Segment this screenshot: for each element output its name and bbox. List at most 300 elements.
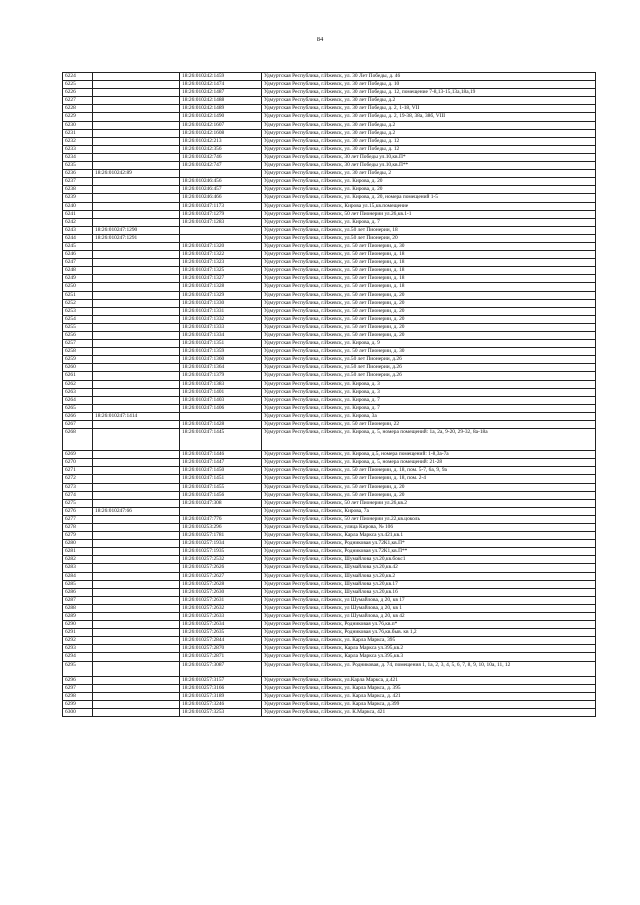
row-number-cell: 6236 bbox=[63, 170, 93, 178]
building-cadastral-number-cell: 18:26:010257:2628 bbox=[180, 580, 262, 588]
land-cadastral-number-cell bbox=[93, 129, 180, 137]
table-row bbox=[63, 315, 596, 323]
building-cadastral-number-cell: 18:26:010242:1490 bbox=[180, 113, 262, 121]
land-cadastral-number-cell bbox=[93, 475, 180, 483]
row-number-cell: 6271 bbox=[63, 467, 93, 475]
table-row bbox=[63, 178, 596, 186]
building-cadastral-number-cell: 18:26:010257:2631 bbox=[180, 596, 262, 604]
row-number-cell: 6229 bbox=[63, 113, 93, 121]
table-row bbox=[63, 323, 596, 331]
table-row bbox=[63, 202, 596, 210]
building-cadastral-number-cell: 18:26:010257:3189 bbox=[180, 692, 262, 700]
table-row bbox=[63, 684, 596, 692]
address-cell: Удмуртская Республика, г.Ижевск, 50 лет Пионерии ул.26,кв.1-1 bbox=[262, 210, 596, 218]
land-cadastral-number-cell bbox=[93, 596, 180, 604]
row-number-cell: 6247 bbox=[63, 259, 93, 267]
table-row bbox=[63, 637, 596, 645]
land-cadastral-number-cell bbox=[93, 202, 180, 210]
land-cadastral-number-cell bbox=[93, 491, 180, 499]
row-number-cell: 6252 bbox=[63, 299, 93, 307]
table-row bbox=[63, 113, 596, 121]
row-number-cell: 6246 bbox=[63, 251, 93, 259]
address-cell: Удмуртская Республика, г.Ижевск, ул. Кирова, д. 3 bbox=[262, 380, 596, 388]
row-number-cell: 6256 bbox=[63, 332, 93, 340]
table-row bbox=[63, 499, 596, 507]
table-row bbox=[63, 242, 596, 250]
address-cell: Удмуртская Республика, г.Ижевск, ул. 30 лет Победы, д. 2, 19-38, 38а, 38б, VIII bbox=[262, 113, 596, 121]
address-cell: Удмуртская Республика, г.Ижевск, ул. 50 лет Пионерии, д. 18 bbox=[262, 251, 596, 259]
row-number-cell: 6290 bbox=[63, 621, 93, 629]
row-number-cell: 6283 bbox=[63, 564, 93, 572]
building-cadastral-number-cell: 18:26:010247:1327 bbox=[180, 275, 262, 283]
land-cadastral-number-cell bbox=[93, 186, 180, 194]
address-cell: Удмуртская Республика, г.Ижевск, ул. 50 лет Пионерии, д. 18 bbox=[262, 267, 596, 275]
land-cadastral-number-cell bbox=[93, 580, 180, 588]
building-cadastral-number-cell bbox=[180, 234, 262, 242]
row-number-cell: 6263 bbox=[63, 388, 93, 396]
row-number-cell: 6299 bbox=[63, 700, 93, 708]
building-cadastral-number-cell bbox=[180, 412, 262, 420]
table-row bbox=[63, 332, 596, 340]
building-cadastral-number-cell: 18:26:010242:1474 bbox=[180, 81, 262, 89]
address-cell: Удмуртская Республика, г.Ижевск, ул. Кирова, д. 7 bbox=[262, 404, 596, 412]
row-number-cell: 6278 bbox=[63, 523, 93, 531]
address-cell: Удмуртская Республика, г.Ижевск, ул. 50 лет Пионерии, д. 18, пом. 5-7, 6а, 9, 9а bbox=[262, 467, 596, 475]
row-number-cell: 6261 bbox=[63, 372, 93, 380]
table-row bbox=[63, 73, 596, 81]
building-cadastral-number-cell: 18:26:010242:213 bbox=[180, 137, 262, 145]
row-number-cell: 6293 bbox=[63, 645, 93, 653]
table-row bbox=[63, 475, 596, 483]
row-number-cell: 6286 bbox=[63, 588, 93, 596]
land-cadastral-number-cell bbox=[93, 532, 180, 540]
table-row bbox=[63, 604, 596, 612]
table-row bbox=[63, 491, 596, 499]
building-cadastral-number-cell: 18:26:010247:1446 bbox=[180, 451, 262, 459]
table-row bbox=[63, 572, 596, 580]
land-cadastral-number-cell bbox=[93, 210, 180, 218]
table-row bbox=[63, 194, 596, 202]
table-row bbox=[63, 186, 596, 194]
table-row bbox=[63, 170, 596, 178]
land-cadastral-number-cell: 18:26:010242:89 bbox=[93, 170, 180, 178]
address-cell: Удмуртская Республика, г.Ижевск, ул. 50 лет Пионерии, д. 18 bbox=[262, 275, 596, 283]
table-row bbox=[63, 372, 596, 380]
row-number-cell: 6227 bbox=[63, 97, 93, 105]
land-cadastral-number-cell bbox=[93, 540, 180, 548]
row-number-cell: 6269 bbox=[63, 451, 93, 459]
row-number-cell: 6253 bbox=[63, 307, 93, 315]
land-cadastral-number-cell bbox=[93, 604, 180, 612]
land-cadastral-number-cell bbox=[93, 372, 180, 380]
table-row bbox=[63, 621, 596, 629]
building-cadastral-number-cell: 18:26:010247:1173 bbox=[180, 202, 262, 210]
land-cadastral-number-cell bbox=[93, 708, 180, 716]
address-cell: Удмуртская Республика, г.Ижевск, ул. 30 лет Победы, д.2 bbox=[262, 97, 596, 105]
building-cadastral-number-cell: 18:26:010242:356 bbox=[180, 145, 262, 153]
land-cadastral-number-cell bbox=[93, 380, 180, 388]
land-cadastral-number-cell bbox=[93, 89, 180, 97]
building-cadastral-number-cell: 18:26:010247:1334 bbox=[180, 332, 262, 340]
building-cadastral-number-cell: 18:26:010247:1403 bbox=[180, 396, 262, 404]
row-number-cell: 6226 bbox=[63, 89, 93, 97]
address-cell: Удмуртская Республика, г.Ижевск, 50 лет Пионерии ул.22,кв.цоколь bbox=[262, 515, 596, 523]
table-row bbox=[63, 451, 596, 459]
address-cell: Удмуртская Республика, г.Ижевск, Шумайлова ул.20,кв.16 bbox=[262, 588, 596, 596]
land-cadastral-number-cell bbox=[93, 137, 180, 145]
address-cell: Удмуртская Республика, г.Ижевск, Шумайлова ул.20,кв.2 bbox=[262, 572, 596, 580]
address-cell: Удмуртская Республика, г.Ижевск, ул. К.Маркса, 421 bbox=[262, 708, 596, 716]
table-row bbox=[63, 283, 596, 291]
row-number-cell: 6264 bbox=[63, 396, 93, 404]
table-row bbox=[63, 596, 596, 604]
row-number-cell: 6235 bbox=[63, 162, 93, 170]
row-number-cell: 6265 bbox=[63, 404, 93, 412]
building-cadastral-number-cell: 18:26:010257:1934 bbox=[180, 540, 262, 548]
row-number-cell: 6254 bbox=[63, 315, 93, 323]
land-cadastral-number-cell: 18:26:010247:1290 bbox=[93, 226, 180, 234]
land-cadastral-number-cell bbox=[93, 588, 180, 596]
address-cell: Удмуртская Республика, г.Ижевск, Шумайлова ул.20,кв.17 bbox=[262, 580, 596, 588]
address-cell: Удмуртская Республика, г.Ижевск, ул. 50 лет Пионерии, д. 18 bbox=[262, 259, 596, 267]
row-number-cell: 6243 bbox=[63, 226, 93, 234]
table-row bbox=[63, 421, 596, 429]
row-number-cell: 6249 bbox=[63, 275, 93, 283]
row-number-cell: 6239 bbox=[63, 194, 93, 202]
address-cell: Удмуртская Республика, г.Ижевск, ул. 30 лет Победы, д. 2, 1-18, VII bbox=[262, 105, 596, 113]
row-number-cell: 6284 bbox=[63, 572, 93, 580]
row-number-cell: 6224 bbox=[63, 73, 93, 81]
building-cadastral-number-cell: 18:26:010247:1330 bbox=[180, 299, 262, 307]
building-cadastral-number-cell: 18:26:010257:3157 bbox=[180, 676, 262, 684]
building-cadastral-number-cell: 18:26:010247:1351 bbox=[180, 340, 262, 348]
address-cell: Удмуртская Республика, г.Ижевск, 30 лет Победы ул.10,кв.П** bbox=[262, 162, 596, 170]
land-cadastral-number-cell bbox=[93, 323, 180, 331]
address-cell: Удмуртская Республика, г.Ижевск, Карла Маркса ул.395,кв.2 bbox=[262, 645, 596, 653]
row-number-cell: 6274 bbox=[63, 491, 93, 499]
building-cadastral-number-cell: 18:26:010247:1331 bbox=[180, 307, 262, 315]
building-cadastral-number-cell: 18:26:010257:3087 bbox=[180, 661, 262, 676]
row-number-cell: 6272 bbox=[63, 475, 93, 483]
building-cadastral-number-cell: 18:26:010247:1325 bbox=[180, 267, 262, 275]
table-row bbox=[63, 97, 596, 105]
row-number-cell: 6300 bbox=[63, 708, 93, 716]
building-cadastral-number-cell: 18:26:010247:1329 bbox=[180, 291, 262, 299]
table-row bbox=[63, 708, 596, 716]
land-cadastral-number-cell bbox=[93, 388, 180, 396]
table-row bbox=[63, 564, 596, 572]
row-number-cell: 6270 bbox=[63, 459, 93, 467]
address-cell: Удмуртская Республика, г.Ижевск, ул. 50 лет Пионерии, д. 20 bbox=[262, 332, 596, 340]
row-number-cell: 6245 bbox=[63, 242, 93, 250]
row-number-cell: 6257 bbox=[63, 340, 93, 348]
address-cell: Удмуртская Республика, г.Ижевск, ул Шумайлова, д 20, кв 42 bbox=[262, 613, 596, 621]
land-cadastral-number-cell bbox=[93, 194, 180, 202]
row-number-cell: 6287 bbox=[63, 596, 93, 604]
address-cell: Удмуртская Республика, г.Ижевск, Шумайлова ул.20,кв.42 bbox=[262, 564, 596, 572]
row-number-cell: 6273 bbox=[63, 483, 93, 491]
address-cell: Удмуртская Республика, г.Ижевск, ул. Карла Маркса, д. 395 bbox=[262, 684, 596, 692]
table-row bbox=[63, 129, 596, 137]
land-cadastral-number-cell bbox=[93, 613, 180, 621]
row-number-cell: 6276 bbox=[63, 507, 93, 515]
row-number-cell: 6234 bbox=[63, 153, 93, 161]
land-cadastral-number-cell bbox=[93, 348, 180, 356]
address-cell: Удмуртская Республика, г.Ижевск, ул. 30 лет Победы, д. 12 bbox=[262, 137, 596, 145]
table-row bbox=[63, 251, 596, 259]
building-cadastral-number-cell: 18:26:010247:1328 bbox=[180, 283, 262, 291]
row-number-cell: 6281 bbox=[63, 548, 93, 556]
building-cadastral-number-cell: 18:26:010247:1456 bbox=[180, 491, 262, 499]
land-cadastral-number-cell bbox=[93, 429, 180, 451]
row-number-cell: 6240 bbox=[63, 202, 93, 210]
land-cadastral-number-cell bbox=[93, 81, 180, 89]
address-cell: Удмуртская Республика, г.Ижевск, ул.Карла Маркса, д.421 bbox=[262, 676, 596, 684]
land-cadastral-number-cell bbox=[93, 291, 180, 299]
land-cadastral-number-cell bbox=[93, 564, 180, 572]
building-cadastral-number-cell: 18:26:010246:457 bbox=[180, 186, 262, 194]
row-number-cell: 6242 bbox=[63, 218, 93, 226]
land-cadastral-number-cell bbox=[93, 404, 180, 412]
address-cell: Удмуртская Республика, г.Ижевск, ул. Кирова, д.5, номера помещений: 1-8,3а-7а bbox=[262, 451, 596, 459]
table-row bbox=[63, 348, 596, 356]
land-cadastral-number-cell bbox=[93, 653, 180, 661]
building-cadastral-number-cell: 18:26:010246:456 bbox=[180, 178, 262, 186]
table-row bbox=[63, 275, 596, 283]
table-row bbox=[63, 340, 596, 348]
land-cadastral-number-cell bbox=[93, 572, 180, 580]
building-cadastral-number-cell: 18:26:010257:2632 bbox=[180, 604, 262, 612]
address-cell: Удмуртская Республика, г.Ижевск, ул. Кирова, д. 20 bbox=[262, 186, 596, 194]
land-cadastral-number-cell bbox=[93, 97, 180, 105]
land-cadastral-number-cell bbox=[93, 676, 180, 684]
address-cell: Удмуртская Республика, г.Ижевск, ул.50 лет Пионерии, д.26 bbox=[262, 356, 596, 364]
table-row bbox=[63, 137, 596, 145]
address-cell: Удмуртская Республика, г.Ижевск, ул. 30 лет Победы, 2 bbox=[262, 170, 596, 178]
page-number: 84 bbox=[316, 36, 324, 43]
land-cadastral-number-cell: 18:26:010247:1414 bbox=[93, 412, 180, 420]
building-cadastral-number-cell: 18:26:010247:1379 bbox=[180, 372, 262, 380]
building-cadastral-number-cell: 18:26:010247:1401 bbox=[180, 388, 262, 396]
row-number-cell: 6251 bbox=[63, 291, 93, 299]
address-cell: Удмуртская Республика, г.Ижевск, ул. 50 лет Пионерии, д. 20 bbox=[262, 299, 596, 307]
land-cadastral-number-cell bbox=[93, 153, 180, 161]
table-row bbox=[63, 429, 596, 451]
row-number-cell: 6285 bbox=[63, 580, 93, 588]
building-cadastral-number-cell: 18:26:010242:1489 bbox=[180, 105, 262, 113]
address-cell: Удмуртская Республика, г.Ижевск, ул. Кирова, д. 7 bbox=[262, 396, 596, 404]
address-cell: Удмуртская Республика, г.Ижевск, ул. Родниковая, д. 74, помещения 1, 1а, 2, 3, 4, 5, 6, 7, 8, 9, 10, 10а, 11, 12 bbox=[262, 661, 596, 676]
land-cadastral-number-cell bbox=[93, 218, 180, 226]
address-cell: Удмуртская Республика, г.Ижевск, Родниковая ул.76,кв.быв. кв 1,2 bbox=[262, 629, 596, 637]
land-cadastral-number-cell bbox=[93, 283, 180, 291]
land-cadastral-number-cell bbox=[93, 340, 180, 348]
address-cell: Удмуртская Республика, г.Ижевск, ул. 50 лет Пионерии, д. 20 bbox=[262, 307, 596, 315]
address-cell: Удмуртская Республика, г.Ижевск, ул. 50 лет Пионерии, д. 20 bbox=[262, 491, 596, 499]
table-row bbox=[63, 532, 596, 540]
table-row bbox=[63, 145, 596, 153]
building-cadastral-number-cell: 18:26:010257:2627 bbox=[180, 572, 262, 580]
land-cadastral-number-cell bbox=[93, 661, 180, 676]
address-cell: Удмуртская Республика, г.Ижевск, улица Кирова, № 106 bbox=[262, 523, 596, 531]
land-cadastral-number-cell bbox=[93, 692, 180, 700]
building-cadastral-number-cell: 18:26:010257:3166 bbox=[180, 684, 262, 692]
land-cadastral-number-cell bbox=[93, 548, 180, 556]
registry-table-body bbox=[63, 73, 596, 717]
building-cadastral-number-cell: 18:26:010253:296 bbox=[180, 523, 262, 531]
row-number-cell: 6280 bbox=[63, 540, 93, 548]
land-cadastral-number-cell: 18:26:010247:1291 bbox=[93, 234, 180, 242]
land-cadastral-number-cell bbox=[93, 421, 180, 429]
address-cell: Удмуртская Республика, г.Ижевск, Родниковая ул.72К1,кв.П* bbox=[262, 540, 596, 548]
table-row bbox=[63, 162, 596, 170]
row-number-cell: 6255 bbox=[63, 323, 93, 331]
row-number-cell: 6233 bbox=[63, 145, 93, 153]
land-cadastral-number-cell bbox=[93, 629, 180, 637]
building-cadastral-number-cell: 18:26:010247:776 bbox=[180, 515, 262, 523]
land-cadastral-number-cell bbox=[93, 356, 180, 364]
table-row bbox=[63, 291, 596, 299]
building-cadastral-number-cell: 18:26:010257:2630 bbox=[180, 588, 262, 596]
address-cell: Удмуртская Республика, г.Ижевск, ул Шумайлова, д 20, кв 1 bbox=[262, 604, 596, 612]
land-cadastral-number-cell bbox=[93, 700, 180, 708]
row-number-cell: 6292 bbox=[63, 637, 93, 645]
building-cadastral-number-cell: 18:26:010247:1323 bbox=[180, 259, 262, 267]
address-cell: Удмуртская Республика, г.Ижевск, ул. 50 лет Пионерии, д. 30 bbox=[262, 348, 596, 356]
building-cadastral-number-cell: 18:26:010247:1406 bbox=[180, 404, 262, 412]
land-cadastral-number-cell bbox=[93, 162, 180, 170]
land-cadastral-number-cell bbox=[93, 299, 180, 307]
land-cadastral-number-cell bbox=[93, 242, 180, 250]
table-row bbox=[63, 645, 596, 653]
land-cadastral-number-cell bbox=[93, 556, 180, 564]
table-row bbox=[63, 404, 596, 412]
address-cell: Удмуртская Республика, г.Ижевск, ул. Кирова, д. 3 bbox=[262, 388, 596, 396]
land-cadastral-number-cell bbox=[93, 267, 180, 275]
table-row bbox=[63, 515, 596, 523]
table-row bbox=[63, 380, 596, 388]
land-cadastral-number-cell bbox=[93, 332, 180, 340]
land-cadastral-number-cell bbox=[93, 307, 180, 315]
row-number-cell: 6279 bbox=[63, 532, 93, 540]
land-cadastral-number-cell bbox=[93, 621, 180, 629]
address-cell: Удмуртская Республика, г.Ижевск, ул.50 лет Пионерии, д.26 bbox=[262, 364, 596, 372]
building-cadastral-number-cell: 18:26:010242:1488 bbox=[180, 97, 262, 105]
land-cadastral-number-cell bbox=[93, 684, 180, 692]
building-cadastral-number-cell: 18:26:010247:1451 bbox=[180, 475, 262, 483]
table-row bbox=[63, 459, 596, 467]
address-cell: Удмуртская Республика, г.Ижевск, Кирова ул.15,кв.помещение bbox=[262, 202, 596, 210]
row-number-cell: 6232 bbox=[63, 137, 93, 145]
table-row bbox=[63, 556, 596, 564]
building-cadastral-number-cell: 18:26:010257:1781 bbox=[180, 532, 262, 540]
address-cell: Удмуртская Республика, г.Ижевск, Кирова, 7а bbox=[262, 507, 596, 515]
building-cadastral-number-cell: 18:26:010257:2633 bbox=[180, 613, 262, 621]
building-cadastral-number-cell: 18:26:010246:466 bbox=[180, 194, 262, 202]
land-cadastral-number-cell bbox=[93, 259, 180, 267]
land-cadastral-number-cell bbox=[93, 523, 180, 531]
building-cadastral-number-cell: 18:26:010247:1428 bbox=[180, 421, 262, 429]
row-number-cell: 6244 bbox=[63, 234, 93, 242]
land-cadastral-number-cell bbox=[93, 645, 180, 653]
address-cell: Удмуртская Республика, г.Ижевск, ул. Кирова, д. 5, номера помещений: 21-28 bbox=[262, 459, 596, 467]
table-row bbox=[63, 396, 596, 404]
address-cell: Удмуртская Республика, г.Ижевск, ул. 50 лет Пионерии, 22 bbox=[262, 421, 596, 429]
address-cell: Удмуртская Республика, г.Ижевск, ул. 50 лет Пионерии, д. 20 bbox=[262, 483, 596, 491]
row-number-cell: 6291 bbox=[63, 629, 93, 637]
building-cadastral-number-cell: 18:26:010257:2844 bbox=[180, 637, 262, 645]
table-row bbox=[63, 523, 596, 531]
land-cadastral-number-cell bbox=[93, 73, 180, 81]
row-number-cell: 6277 bbox=[63, 515, 93, 523]
building-cadastral-number-cell: 18:26:010247:1359 bbox=[180, 348, 262, 356]
row-number-cell: 6250 bbox=[63, 283, 93, 291]
land-cadastral-number-cell bbox=[93, 251, 180, 259]
building-cadastral-number-cell: 18:26:010247:1360 bbox=[180, 356, 262, 364]
building-cadastral-number-cell: 18:26:010257:2626 bbox=[180, 564, 262, 572]
land-cadastral-number-cell bbox=[93, 105, 180, 113]
land-cadastral-number-cell bbox=[93, 178, 180, 186]
row-number-cell: 6241 bbox=[63, 210, 93, 218]
address-cell: Удмуртская Республика, г.Ижевск, ул. 50 лет Пионерии, д. 20 bbox=[262, 291, 596, 299]
land-cadastral-number-cell bbox=[93, 364, 180, 372]
address-cell: Удмуртская Республика, г.Ижевск, ул. 50 лет Пионерии, д. 20 bbox=[262, 315, 596, 323]
address-cell: Удмуртская Республика, г.Ижевск, ул. Карла Маркса, д.399 bbox=[262, 700, 596, 708]
building-cadastral-number-cell: 18:26:010257:2634 bbox=[180, 621, 262, 629]
address-cell: Удмуртская Республика, г.Ижевск, ул. 50 лет Пионерии, д. 18, пом. 2-4 bbox=[262, 475, 596, 483]
building-cadastral-number-cell bbox=[180, 507, 262, 515]
table-row bbox=[63, 548, 596, 556]
table-row bbox=[63, 105, 596, 113]
row-number-cell: 6259 bbox=[63, 356, 93, 364]
address-cell: Удмуртская Республика, г.Ижевск, ул.50 лет Пионерии, 18 bbox=[262, 226, 596, 234]
land-cadastral-number-cell bbox=[93, 145, 180, 153]
address-cell: Удмуртская Республика, г.Ижевск, ул. 50 лет Пионерии, д. 20 bbox=[262, 323, 596, 331]
building-cadastral-number-cell: 18:26:010247:1333 bbox=[180, 323, 262, 331]
table-row bbox=[63, 226, 596, 234]
table-row bbox=[63, 613, 596, 621]
building-cadastral-number-cell: 18:26:010247:1283 bbox=[180, 218, 262, 226]
table-row bbox=[63, 259, 596, 267]
address-cell: Удмуртская Республика, г.Ижевск, 30 лет Победы ул.10,кв.П* bbox=[262, 153, 596, 161]
building-cadastral-number-cell bbox=[180, 170, 262, 178]
table-row bbox=[63, 364, 596, 372]
table-row bbox=[63, 661, 596, 676]
table-row bbox=[63, 467, 596, 475]
building-cadastral-number-cell: 18:26:010247:1332 bbox=[180, 315, 262, 323]
table-row bbox=[63, 210, 596, 218]
address-cell: Удмуртская Республика, г.Ижевск, Родниковая ул.76,кв.п* bbox=[262, 621, 596, 629]
row-number-cell: 6260 bbox=[63, 364, 93, 372]
land-cadastral-number-cell bbox=[93, 483, 180, 491]
table-row bbox=[63, 629, 596, 637]
row-number-cell: 6258 bbox=[63, 348, 93, 356]
address-cell: Удмуртская Республика, г.Ижевск, ул. 30 лет Победы, д.2 bbox=[262, 129, 596, 137]
address-cell: Удмуртская Республика, г.Ижевск, ул. Кирова, д. 7 bbox=[262, 218, 596, 226]
building-cadastral-number-cell: 18:26:010247:1279 bbox=[180, 210, 262, 218]
address-cell: Удмуртская Республика, г.Ижевск, ул.50 лет Пионерии, д.26 bbox=[262, 372, 596, 380]
table-row bbox=[63, 121, 596, 129]
table-row bbox=[63, 588, 596, 596]
row-number-cell: 6297 bbox=[63, 684, 93, 692]
land-cadastral-number-cell bbox=[93, 113, 180, 121]
address-cell: Удмуртская Республика, г.Ижевск, ул. Кирова, 3а bbox=[262, 412, 596, 420]
row-number-cell: 6262 bbox=[63, 380, 93, 388]
land-cadastral-number-cell: 18:26:010247:66 bbox=[93, 507, 180, 515]
row-number-cell: 6294 bbox=[63, 653, 93, 661]
table-row bbox=[63, 700, 596, 708]
land-cadastral-number-cell bbox=[93, 515, 180, 523]
